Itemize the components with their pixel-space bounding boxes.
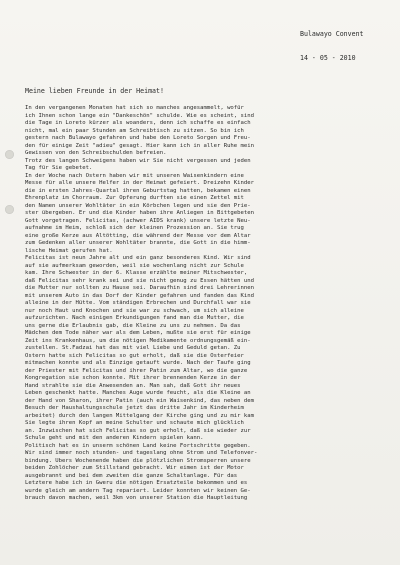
body-line: den für einige Zeit "adieu" gesagt. Hier kann ich in aller Ruhe mein — [25, 142, 255, 149]
body-line: Leben geschenkt hatte. Manches Auge wurde feucht, als die Kleine an — [25, 390, 251, 396]
body-line: die Mutter nur sollten zu Hause sei. Daraufhin sind drei Lehrerinnen — [25, 285, 255, 291]
body-line: aufnahme im Heim, schloß sich der kleinen Prozession an. Sie trug — [25, 225, 244, 231]
letter-header — [300, 14, 392, 78]
body-line: daß Felicitas sehr krank sei und sie nicht genug zu Essen hätten und — [25, 277, 255, 284]
body-line: Ehrenplatz im Chorraum. Zur Opferung durften sie einen Zettel mit — [25, 195, 244, 201]
body-line: Messe für alle unsere Helfer in der Heimat gefeiert. Dreizehn Kinder — [25, 180, 255, 186]
body-line: Hand strahlte sie die Anwesenden an. Man sah, daß Gott ihr neues — [25, 382, 241, 389]
body-line: kam. Ihre Schwester in der 6. Klasse erzählte meiner Mitschwester, — [25, 270, 248, 276]
body-line: alleine in der Hütte. Vom ständigen Erbrechen und Durchfall war sie — [25, 300, 251, 306]
body-line: aufzurichten. Nach einigen Erkundigungen fand man die Mutter, die — [25, 315, 244, 321]
body-line: Schule geht und mit den anderen Kindern spielen kann. — [25, 435, 204, 441]
body-line: Zeit ins Krankenhaus, um die nötigen Medikamente ordnungsgemäß ein- — [25, 337, 251, 344]
body-line: bindung. Übers Wochenende haben die plötzlichen Stromsperren unsere — [25, 457, 251, 464]
body-line: Sie legte ihren Kopf an meine Schulter und schaute mich glücklich — [25, 420, 244, 426]
body-line: ster übergeben. Er und die Kinder haben ihre Anliegen in Bittgebeten — [25, 210, 255, 216]
body-line: nicht, mal ein paar Stunden am Schreibtisch zu sitzen. So bin ich — [25, 127, 244, 134]
body-line: die Tage in Loreto kürzer als woanders, denn ich schaffe es einfach — [25, 120, 251, 126]
body-line: zustellen. St.Fadzai hat das mit viel Liebe und Geduld getan. Zu — [25, 345, 241, 351]
body-line: Besuch der Haushaltungsschule jetzt das dritte Jahr im Kinderheim — [25, 405, 244, 411]
punch-hole — [5, 150, 14, 159]
body-line: wurde gleich am andern Tag repariert. Leider konnten wir keinen Ge- — [25, 487, 251, 494]
body-line: die in ersten Jahres-Quartal ihren Geburtstag hatten, bekamen einen — [25, 187, 251, 194]
letter-date: 14 - 05 - 2010 — [300, 54, 356, 62]
body-line: Mädchen dem Tode näher war als dem Leben, mußte sie erst für einige — [25, 330, 251, 336]
letter-body — [25, 105, 397, 503]
body-line: nur noch Haut und Knochen und sie war zu schwach, um sich alleine — [25, 307, 244, 314]
body-line: Gott vorgetragen. Felicitas, (achwer AIDS krank) unsere letzte Neu- — [25, 217, 251, 224]
body-line: auf sie aufmerksam geworden, weil sie wochenlang nicht zur Schule — [25, 262, 244, 269]
body-line: mit unserem Auto in das Dorf der Kinder gefahren und fanden das Kind — [25, 292, 255, 299]
body-line: beiden Zohlöcher zum Stillstand gebracht. Wir eimen ist der Motor — [25, 465, 244, 471]
body-line: In den vergangenen Monaten hat sich so manches angesammelt, wofür — [25, 105, 244, 111]
body-line: lische Heimat gerufen hat. — [25, 247, 113, 254]
body-line: mitmachen konnte und als Einzige getauft wurde. Nach der Taufe ging — [25, 360, 251, 366]
body-line: brauch davon machen, weil 3km von unserer Station die Hauptleitung — [25, 495, 248, 501]
body-line: eine große Kerze aus Altötting, die während der Messe vor dem Altar — [25, 232, 251, 239]
body-line: zum Gedenken aller unserer Wohltäter brannte, die Gott in die himm- — [25, 240, 251, 246]
body-line: Tag für Sie gebetet. — [25, 165, 93, 171]
body-line: gestern nach Bulawayo gefahren und habe den Loreto Sorgen und Freu- — [25, 135, 251, 141]
body-line: an. Inzwischen hat sich Felicitas so gut erholt, daß sie wieder zur — [25, 427, 251, 434]
body-line: Ostern hatte sich Felicitas so gut erholt, daß sie die Osterfeier — [25, 352, 244, 359]
body-line: Politisch hat es in unserm schönen Land keine Fortschritte gegeben. — [25, 442, 251, 449]
body-line: Wir sind immer noch stunden- und tageslang ohne Strom und Telefonver- — [25, 450, 258, 456]
body-line: Letztere habe ich in Gweru die nötigen Ersatzteile bekommen und es — [25, 480, 248, 486]
body-line: ich Ihnen schon lange ein "Dankeschön" schulde. Wie es scheint, sind — [25, 112, 255, 119]
body-line: uns gerne die Erlaubnis gab, die Kleine zu uns zu nehmen. Da das — [25, 322, 241, 329]
body-line: der Hand von Sharon, ihrer Patin (auch ein Waisenkind, das neben dem — [25, 397, 255, 404]
body-line: In der Woche nach Ostern haben wir mit unseren Waisenkindern eine — [25, 172, 244, 179]
letter-place: Bulawayo Convent — [300, 30, 364, 38]
body-line: den Namen unserer Wohltäter in ein Körbchen legen und sie den Prie- — [25, 202, 251, 209]
punch-hole — [5, 205, 14, 214]
body-line: Gewissen von den Schreibschulden befreien. — [25, 150, 167, 156]
body-line: Kongregation sie schon konnte. Mit ihrer brennenden Kerze in der — [25, 375, 241, 381]
body-line: Trotz des langen Schweigens haben wir Sie nicht vergessen und jeden — [25, 157, 251, 164]
body-line: der Priester mit Felicitas und ihrer Patin zum Altar, wo die ganze — [25, 367, 248, 374]
body-line: ausgebrannt und bei dem zweiten die ganze Schaltanlage. Für das — [25, 472, 238, 479]
letter-salutation: Meine lieben Freunde in der Heimat! — [25, 87, 164, 95]
body-line: arbeitet) durch den langen Mittelgang der Kirche ging und zu mir kam — [25, 412, 255, 419]
body-line: Felicitas ist neun Jahre alt und ein ganz besonderes Kind. Wir sind — [25, 255, 251, 261]
